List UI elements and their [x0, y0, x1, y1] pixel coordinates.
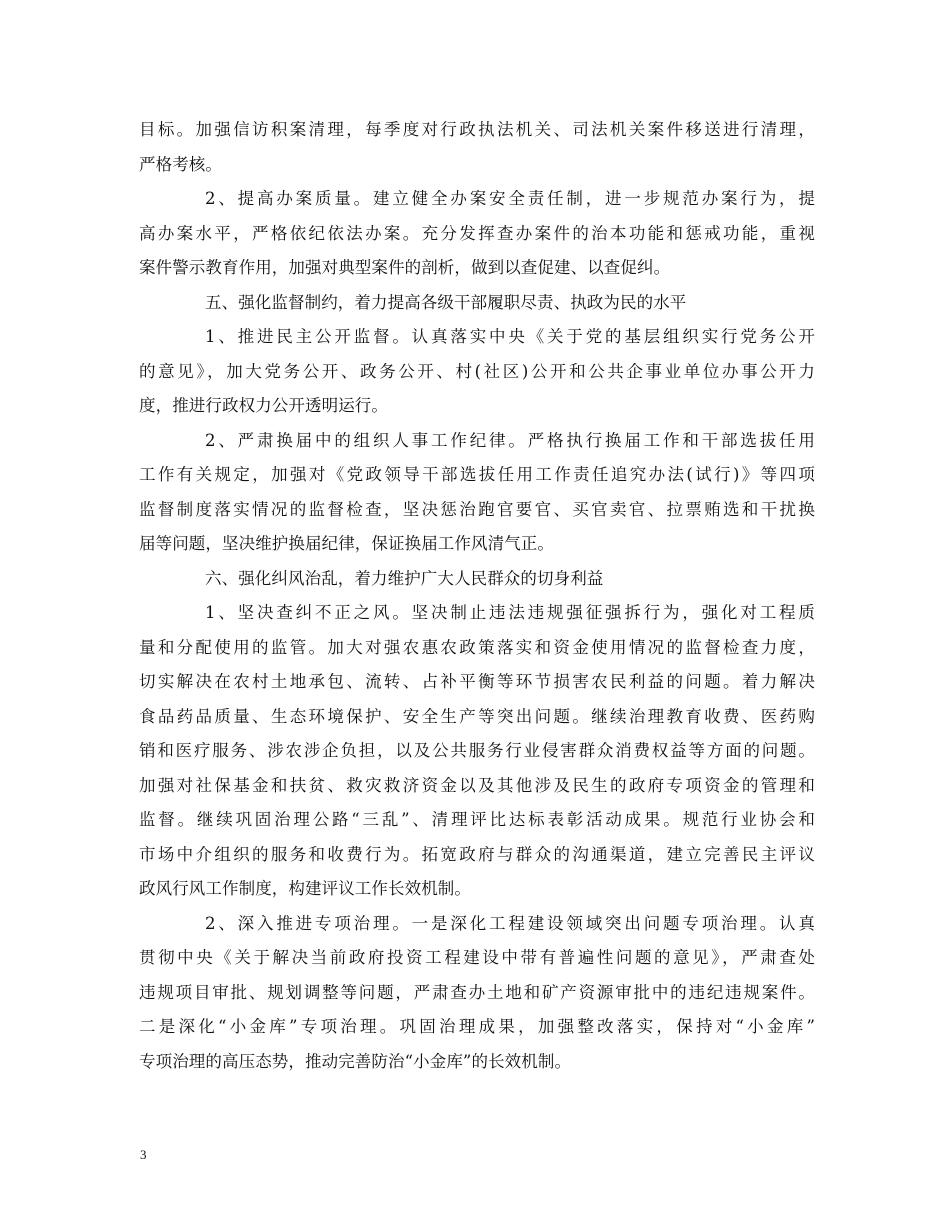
text-line: 的意见》，加大党务公开、政务公开、村(社区)公开和公共企事业单位办事公开力 — [139, 361, 815, 381]
text-line: 二是深化“小金库”专项治理。巩固治理成果，加强整改落实，保持对“小金库” — [139, 1017, 815, 1036]
page-number: 3 — [140, 1147, 147, 1162]
text-line: 案件警示教育作用，加强对典型案件的剖析，做到以查促建、以查促纠。 — [139, 258, 671, 277]
text-line: 2、深入推进专项治理。一是深化工程建设领域突出问题专项治理。认真 — [205, 913, 815, 933]
text-line: 政风行风工作制度，构建评议工作长效机制。 — [139, 879, 471, 898]
text-line: 违规项目审批、规划调整等问题，严肃查办土地和矿产资源审批中的违纪违规案件。 — [139, 982, 815, 1002]
text-line: 监督制度落实情况的监督检查，坚决惩治跑官要官、买官卖官、拉票贿选和干扰换 — [139, 499, 815, 519]
text-line: 严格考核。 — [139, 154, 222, 174]
text-line: 高办案水平，严格依纪依法办案。充分发挥查办案件的治本功能和惩戒功能，重视 — [139, 223, 815, 243]
text-line: 销和医疗服务、涉农涉企负担，以及公共服务行业侵害群众消费权益等方面的问题。 — [139, 741, 815, 760]
text-line: 2、提高办案质量。建立健全办案安全责任制，进一步规范办案行为，提 — [205, 189, 815, 208]
text-line: 加强对社保基金和扶贫、救灾救济资金以及其他涉及民生的政府专项资金的管理和 — [139, 775, 815, 795]
text-line: 1、坚决查纠不正之风。坚决制止违法违规强征强拆行为，强化对工程质 — [205, 603, 815, 622]
text-line: 度，推进行政权力公开透明运行。 — [139, 396, 388, 415]
text-line: 届等问题，坚决维护换届纪律，保证换届工作风清气正。 — [139, 534, 554, 553]
document-body — [139, 113, 815, 1079]
text-line: 六、强化纠风治乱，着力维护广大人民群众的切身利益 — [205, 568, 604, 588]
text-line: 量和分配使用的监管。加大对强农惠农政策落实和资金使用情况的监督检查力度， — [139, 637, 815, 657]
text-line: 食品药品质量、生态环境保护、安全生产等突出问题。继续治理教育收费、医药购 — [139, 706, 815, 726]
text-line: 工作有关规定，加强对《党政领导干部选拔任用工作责任追究办法(试行)》等四项 — [139, 465, 815, 484]
text-line: 贯彻中央《关于解决当前政府投资工程建设中带有普遍性问题的意见》，严肃查处 — [139, 948, 815, 967]
text-line: 2、严肃换届中的组织人事工作纪律。严格执行换届工作和干部选拔任用 — [205, 430, 815, 450]
text-line: 目标。加强信访积案清理，每季度对行政执法机关、司法机关案件移送进行清理， — [139, 120, 815, 139]
text-line: 专项治理的高压态势，推动完善防治“小金库”的长效机制。 — [139, 1051, 572, 1071]
text-line: 1、推进民主公开监督。认真落实中央《关于党的基层组织实行党务公开 — [205, 327, 815, 346]
text-line: 监督。继续巩固治理公路“三乱”、清理评比达标表彰活动成果。规范行业协会和 — [139, 810, 815, 829]
text-line: 五、强化监督制约，着力提高各级干部履职尽责、执政为民的水平 — [205, 292, 687, 312]
text-line: 市场中介组织的服务和收费行为。拓宽政府与群众的沟通渠道，建立完善民主评议 — [139, 844, 815, 864]
text-line: 切实解决在农村土地承包、流转、占补平衡等环节损害农民利益的问题。着力解决 — [139, 672, 815, 691]
